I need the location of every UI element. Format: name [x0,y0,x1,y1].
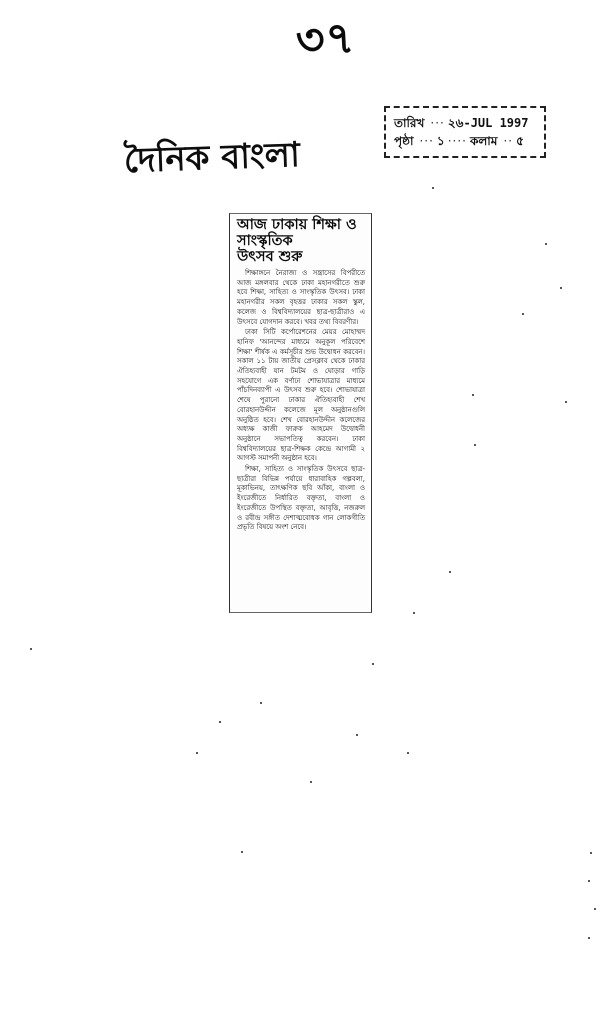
stamp-page-value: ১ [436,134,445,148]
stamp-page-row [394,132,536,150]
stamp-date-label: তারিখ [394,116,425,130]
page-number: ৩৭ [294,12,357,67]
scan-speck [560,287,562,289]
stamp-date-row [394,114,536,132]
headline-line-3: উৎসব শুরু [237,248,303,265]
headline-line-2: সাংস্কৃতিক [237,232,293,249]
headline-line-1: আজ ঢাকায় শিক্ষা ও [237,216,357,233]
scan-speck [522,313,524,315]
scan-speck [594,908,596,910]
stamp-column-label: কলাম [469,134,498,148]
stamp-dots: ··· [430,116,445,130]
scan-speck [196,752,198,754]
scan-speck [356,734,358,736]
stamp-column-value: ৫ [516,134,524,148]
date-stamp [384,106,546,158]
stamp-dots: ·· [503,134,514,148]
article-headline [237,217,365,265]
stamp-dots: ···· [447,134,467,148]
scan-speck [545,243,547,245]
scan-speck [413,612,415,614]
newspaper-clipping [229,213,372,613]
scan-speck [372,663,374,665]
scan-speck [588,880,590,882]
scan-speck [260,702,262,704]
scan-speck [472,394,474,396]
article-paragraph: শিক্ষাঙ্গনে নৈরাজ্য ও সন্ত্রাসের বিপরীতে আজ মঙ্গলবার থেকে ঢাকা মহানগরীতে শুরু হবে শিক্ষা, সাহিত্য ও সাংস্কৃতিক উৎসব। ঢাকা মহানগরীর সকল বৃহত্তর ঢাকার সকল স্কুল, কলেজ ও বিশ্ববিদ্যালয়ের ছাত্র-ছাত্রীরাও এ উৎসবে যোগদান করবে। খবর তথ্য বিবরণীর। [237,269,365,326]
scan-speck [590,852,592,854]
scan-speck [310,781,312,783]
scan-speck [449,571,451,573]
stamp-page-label: পৃষ্ঠা [394,134,414,148]
scan-speck [588,937,590,939]
scan-speck [407,752,409,754]
scan-speck [219,721,221,723]
stamp-dots: ··· [419,134,434,148]
article-paragraph: ঢাকা সিটি কর্পোরেশনের মেয়র মোহাম্মদ হানিফ 'আনন্দের মাধ্যমে অনুকূল পরিবেশে শিক্ষা' শীর্ষক এ কর্মসূচীর শুভ উদ্বোধন করবেন। সকাল ১১ টায় জাতীয় প্রেসক্লাব থেকে ঢাকার ঐতিহ্যবাহী যান টমটম ও ঘোড়ার গাড়ি সহযোগে এক বর্ণাঢ্য শোভাযাত্রার মাধ্যমে পাঁচদিনব্যাপী এ উৎসব শুরু হবে। শোভাযাত্রা শেষে পুরানো ঢাকার ঐতিহ্যবাহী শেখ বোরহানউদ্দীন কলেজে মূল অনুষ্ঠানগুলি অনুষ্ঠিত হবে। শেখ বোরহানউদ্দীন কলেজের অধ্যক্ষ কাজী ফারুক আহমেদ উদ্বোধনী অনুষ্ঠানে সভাপতিত্ব করবেন। ঢাকা বিশ্ববিদ্যালয়ের ছাত্র-শিক্ষক কেন্দ্রে আগামী ২ আগস্ট সমাপনী অনুষ্ঠান হবে। [237,328,365,463]
scan-speck [432,187,434,189]
scan-speck [565,401,567,403]
newspaper-name: দৈনিক বাংলা [123,134,301,182]
scan-speck [241,851,243,853]
article-paragraph: শিক্ষা, সাহিত্য ও সাংস্কৃতিক উৎসবে ছাত্র-ছাত্রীরা বিভিন্ন পর্যায়ে ধারাবাহিক গল্পবলা, মূকাভিনয়, তাৎক্ষণিক ছবি আঁকা, বাংলা ও ইংরেজীতে নির্ধারিত বক্তৃতা, বাংলা ও ইংরেজীতে উপস্থিত বক্তৃতা, আবৃত্তি, নজরুল ও রবীন্দ্র সঙ্গীত দেশাত্মবোধক গান লোকগীতি প্রভৃতি বিষয়ে অংশ নেবে। [237,465,365,532]
stamp-date-value: ২৬-JUL 1997 [447,116,529,130]
scan-speck [30,648,32,650]
scan-speck [474,444,476,446]
